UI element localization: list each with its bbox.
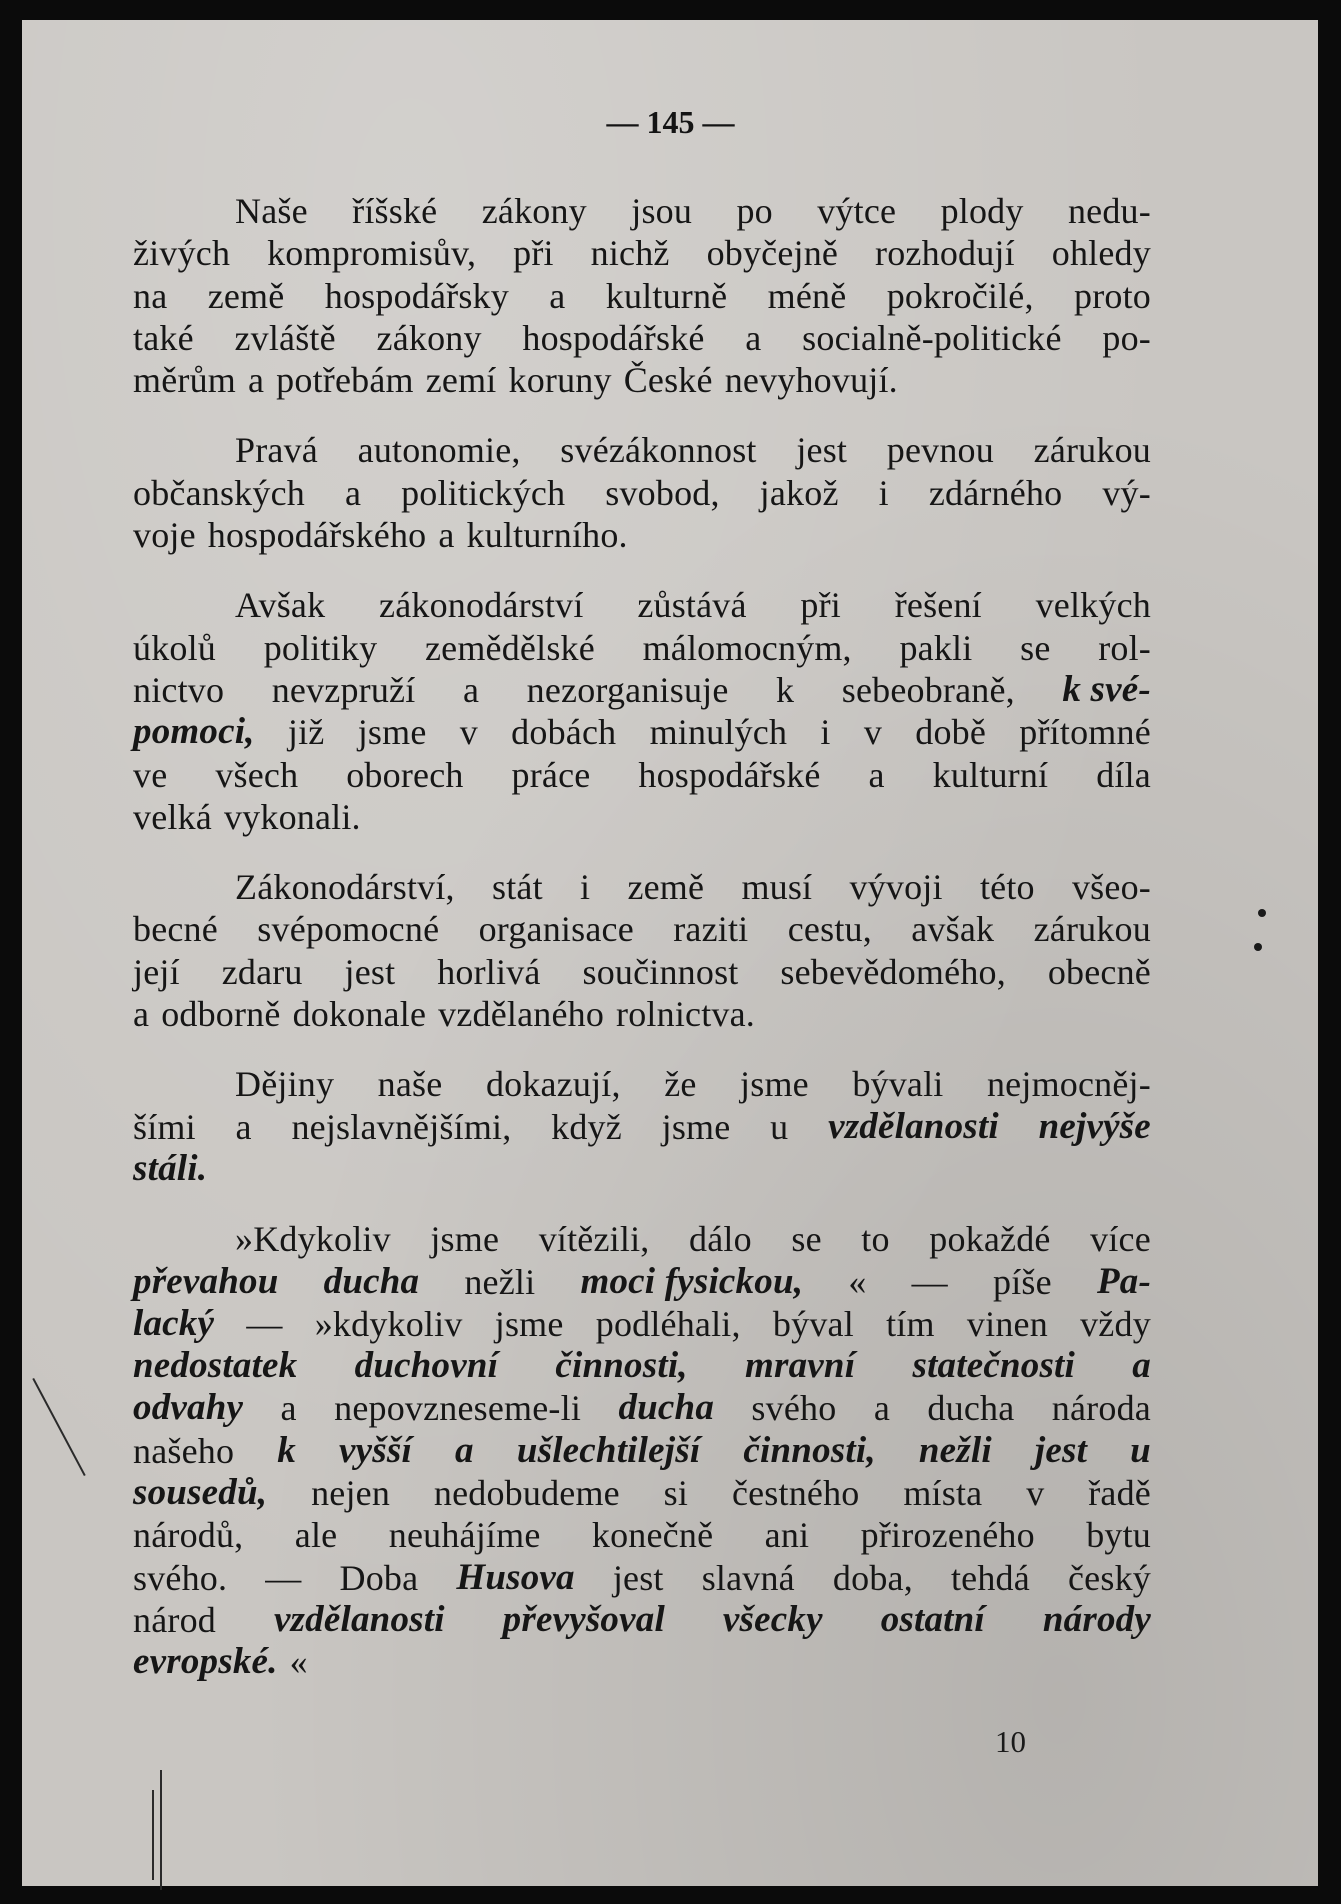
word: díla bbox=[1096, 754, 1151, 795]
word: ohledy bbox=[1051, 233, 1151, 274]
emphasized-word: duchovní bbox=[354, 1345, 499, 1387]
word: bývali bbox=[852, 1064, 944, 1105]
word: více bbox=[1090, 1219, 1151, 1260]
word: jest bbox=[344, 951, 396, 992]
text-line bbox=[133, 359, 1151, 401]
word: obyčejně bbox=[706, 233, 839, 274]
word: velkých bbox=[1035, 585, 1151, 626]
word: vývoji bbox=[849, 867, 943, 908]
word: našeho bbox=[133, 1430, 235, 1471]
word: Avšak bbox=[235, 585, 326, 626]
word: plody bbox=[940, 191, 1024, 231]
word: to bbox=[861, 1219, 890, 1260]
word: organisace bbox=[478, 909, 634, 950]
paragraph-gap bbox=[133, 838, 1151, 866]
text-line bbox=[133, 275, 1151, 317]
word: zárukou bbox=[1033, 430, 1151, 471]
emphasized-word: ducha bbox=[618, 1387, 715, 1429]
emphasized-word: převyšoval bbox=[502, 1598, 665, 1640]
word: hospodářské bbox=[522, 317, 705, 358]
word: svobod, bbox=[605, 472, 720, 513]
emphasized-word: vyšší bbox=[339, 1429, 412, 1471]
word: podléhali, bbox=[595, 1303, 741, 1344]
word: autonomie, bbox=[357, 430, 521, 471]
word: rozhodují bbox=[875, 233, 1015, 274]
word: ve bbox=[133, 754, 168, 795]
word: a bbox=[462, 669, 480, 710]
word: jsme bbox=[740, 1064, 809, 1105]
word: zdaru bbox=[221, 951, 303, 992]
word: v bbox=[459, 712, 478, 753]
paper-scratch bbox=[152, 1790, 154, 1880]
text-line bbox=[133, 584, 1151, 626]
word: vždy bbox=[1080, 1303, 1151, 1344]
body-text bbox=[133, 190, 1151, 1684]
text-line bbox=[133, 669, 1151, 711]
word: hospodářsky bbox=[324, 275, 509, 316]
word: politických bbox=[401, 472, 566, 513]
word: ani bbox=[764, 1515, 810, 1556]
word: říšské bbox=[352, 191, 438, 231]
word: zdárného bbox=[928, 472, 1063, 513]
word: zemědělské bbox=[425, 627, 595, 668]
paragraph-gap bbox=[133, 401, 1151, 429]
word: nevyhovují. bbox=[724, 360, 898, 401]
emphasized-word: jest bbox=[1034, 1429, 1088, 1471]
word: práce bbox=[511, 754, 591, 795]
text-line bbox=[133, 1557, 1151, 1599]
text-line bbox=[133, 232, 1151, 274]
word: tehdá bbox=[950, 1557, 1030, 1598]
word: pokaždé bbox=[929, 1219, 1051, 1260]
word: bytu bbox=[1086, 1515, 1151, 1556]
word: zůstává bbox=[637, 585, 747, 626]
word: že bbox=[664, 1064, 697, 1105]
word: již bbox=[287, 712, 325, 753]
emphasized-word: lacký bbox=[133, 1302, 215, 1344]
word: kompromisův, bbox=[267, 233, 477, 274]
word: jest bbox=[612, 1557, 664, 1598]
word: jsme bbox=[357, 712, 427, 753]
word: po bbox=[736, 191, 773, 231]
paragraph bbox=[133, 190, 1151, 401]
text-line bbox=[133, 1472, 1151, 1514]
word: zárukou bbox=[1033, 909, 1151, 950]
word: a bbox=[549, 275, 566, 316]
text-line bbox=[133, 1218, 1151, 1260]
word: zvláště bbox=[234, 317, 336, 358]
text-line bbox=[133, 472, 1151, 514]
word: becné bbox=[133, 909, 218, 950]
word: « bbox=[848, 1261, 867, 1302]
word: hospodářské bbox=[638, 754, 821, 795]
word: nežli bbox=[464, 1261, 536, 1302]
word: svézákonnost bbox=[560, 430, 757, 471]
word: i bbox=[820, 712, 831, 753]
page-number: — 145 — bbox=[606, 104, 735, 140]
word: svého bbox=[751, 1388, 837, 1429]
emphasized-word: a bbox=[1132, 1345, 1151, 1387]
word: český bbox=[1068, 1557, 1151, 1598]
word: místa bbox=[903, 1473, 983, 1514]
word: když bbox=[551, 1106, 622, 1147]
word: kulturního. bbox=[466, 515, 628, 556]
text-line bbox=[133, 1599, 1151, 1641]
word: málomocným, bbox=[642, 627, 852, 668]
text-line bbox=[133, 1303, 1151, 1345]
word: tím bbox=[886, 1303, 935, 1344]
word: — bbox=[911, 1261, 948, 1302]
word: musí bbox=[741, 867, 813, 908]
word: a bbox=[247, 360, 265, 401]
word: dokonale bbox=[292, 994, 427, 1035]
text-line bbox=[133, 908, 1151, 950]
text-line bbox=[133, 317, 1151, 359]
word: si bbox=[663, 1473, 689, 1514]
word: době bbox=[915, 712, 987, 753]
emphasized-word: nedostatek bbox=[133, 1345, 298, 1387]
word: « bbox=[289, 1642, 308, 1683]
word: kulturně bbox=[605, 275, 728, 316]
paragraph bbox=[133, 584, 1151, 838]
paragraph-gap bbox=[133, 1190, 1151, 1218]
word: slavná bbox=[701, 1557, 795, 1598]
emphasized-word: a bbox=[455, 1429, 474, 1471]
paragraph-gap bbox=[133, 556, 1151, 584]
word: jsme bbox=[430, 1219, 500, 1260]
word: i bbox=[580, 867, 591, 908]
text-line bbox=[133, 993, 1151, 1035]
emphasized-word: Pa- bbox=[1096, 1260, 1151, 1302]
word: a bbox=[280, 1388, 297, 1429]
word: svépomocné bbox=[257, 909, 440, 950]
emphasized-word: ušlechtilejší bbox=[516, 1429, 701, 1471]
paragraph bbox=[133, 1218, 1151, 1683]
word: voje bbox=[133, 515, 196, 556]
word: sebeobraně, bbox=[841, 669, 1015, 710]
emphasized-word: nežli bbox=[918, 1429, 992, 1471]
word: šími bbox=[133, 1106, 196, 1147]
word: přítomné bbox=[1019, 712, 1151, 753]
emphasized-word: evropské. bbox=[133, 1641, 278, 1683]
ink-speck bbox=[1254, 943, 1262, 951]
word: neuhájíme bbox=[388, 1515, 541, 1556]
word: k bbox=[776, 669, 795, 710]
word: nejmocněj- bbox=[986, 1064, 1151, 1105]
word: Zákonodárství, bbox=[235, 867, 455, 908]
word: její bbox=[133, 951, 180, 992]
word: země bbox=[207, 275, 285, 316]
paragraph bbox=[133, 866, 1151, 1035]
emphasized-word: stáli. bbox=[133, 1147, 208, 1189]
emphasized-word: k bbox=[277, 1429, 296, 1471]
word: zákonodárství bbox=[379, 585, 584, 626]
emphasized-word: nejvýše bbox=[1038, 1105, 1151, 1147]
word: vý- bbox=[1102, 472, 1151, 513]
signature-mark: 10 bbox=[995, 1724, 1026, 1759]
paragraph-gap bbox=[133, 1035, 1151, 1063]
word: obecně bbox=[1047, 951, 1151, 992]
word: vzdělaného bbox=[438, 994, 605, 1035]
word: řadě bbox=[1088, 1473, 1151, 1514]
word: socialně-politické bbox=[802, 317, 1062, 358]
emphasized-word: převahou bbox=[133, 1260, 279, 1302]
word: při bbox=[513, 233, 554, 274]
word: v bbox=[1026, 1473, 1045, 1514]
ink-speck bbox=[1258, 909, 1266, 917]
word: »kdykoliv bbox=[314, 1303, 463, 1344]
word: a bbox=[873, 1388, 891, 1429]
word: — bbox=[265, 1557, 302, 1598]
emphasized-word: moci fysickou, bbox=[580, 1260, 804, 1302]
word: Pravá bbox=[235, 430, 318, 471]
emphasized-word: Husova bbox=[456, 1556, 575, 1598]
word: vykonali. bbox=[223, 796, 361, 837]
word: nevzpruží bbox=[271, 669, 416, 710]
word: potřebám bbox=[276, 360, 414, 401]
word: nezorganisuje bbox=[526, 669, 729, 710]
paper-scratch bbox=[160, 1770, 162, 1890]
word: také bbox=[133, 317, 194, 358]
word: »Kdykoliv bbox=[235, 1219, 391, 1260]
word: nichž bbox=[590, 233, 670, 274]
word: řešení bbox=[894, 585, 982, 626]
emphasized-word: vzdělanosti bbox=[273, 1598, 445, 1640]
text-line bbox=[133, 1387, 1151, 1429]
word: nedu- bbox=[1067, 191, 1151, 231]
emphasized-word: statečnosti bbox=[912, 1345, 1076, 1387]
word: proto bbox=[1074, 275, 1151, 316]
word: jakož bbox=[759, 472, 839, 513]
word: výtce bbox=[817, 191, 897, 231]
word: jsme bbox=[494, 1303, 564, 1344]
word: národů, bbox=[133, 1515, 244, 1556]
text-line bbox=[133, 951, 1151, 993]
emphasized-word: ostatní bbox=[880, 1598, 985, 1640]
text-line bbox=[133, 627, 1151, 669]
word: píše bbox=[993, 1261, 1052, 1302]
text-line bbox=[133, 1063, 1151, 1105]
word: nedobudeme bbox=[433, 1473, 620, 1514]
emphasized-word: vzdělanosti bbox=[828, 1105, 999, 1147]
word: raziti bbox=[673, 909, 749, 950]
text-line bbox=[133, 1641, 1151, 1683]
word: dálo bbox=[689, 1219, 752, 1260]
word: všech bbox=[215, 754, 299, 795]
word: svého. bbox=[133, 1557, 228, 1598]
text-line bbox=[133, 514, 1151, 556]
word: živých bbox=[133, 233, 231, 274]
text-line bbox=[133, 429, 1151, 471]
emphasized-word: národy bbox=[1042, 1598, 1151, 1640]
word: dobách bbox=[511, 712, 617, 753]
word: cestu, bbox=[787, 909, 872, 950]
word: a bbox=[745, 317, 762, 358]
word: Dějiny bbox=[235, 1064, 335, 1105]
word: čestného bbox=[731, 1473, 860, 1514]
word: úkolů bbox=[133, 627, 217, 668]
text-line bbox=[133, 1430, 1151, 1472]
word: naše bbox=[377, 1064, 443, 1105]
paragraph bbox=[133, 1063, 1151, 1190]
word: nepovzneseme-li bbox=[334, 1388, 582, 1429]
word: se bbox=[1020, 627, 1051, 668]
word: dokazují, bbox=[485, 1064, 621, 1105]
emphasized-word: činnosti, bbox=[555, 1345, 688, 1387]
word: ale bbox=[294, 1515, 338, 1556]
word: kulturní bbox=[932, 754, 1049, 795]
word: občanských bbox=[133, 472, 305, 513]
word: zákony bbox=[481, 191, 587, 231]
text-line bbox=[133, 1261, 1151, 1303]
emphasized-word: mravní bbox=[745, 1345, 856, 1387]
text-line bbox=[133, 190, 1151, 232]
word: velká bbox=[133, 796, 212, 837]
word: méně bbox=[767, 275, 847, 316]
word: a bbox=[868, 754, 885, 795]
word: vinen bbox=[966, 1303, 1048, 1344]
word: České bbox=[623, 360, 713, 401]
word: součinnost bbox=[582, 951, 739, 992]
word: jsme bbox=[661, 1106, 731, 1147]
word: pakli bbox=[899, 627, 973, 668]
word: hospodářského bbox=[207, 515, 427, 556]
word: na bbox=[133, 275, 168, 316]
word: konečně bbox=[591, 1515, 714, 1556]
word: ducha bbox=[927, 1388, 1015, 1429]
word: národa bbox=[1051, 1388, 1151, 1429]
emphasized-word: sousedů, bbox=[133, 1472, 268, 1514]
emphasized-word: činnosti, bbox=[743, 1429, 876, 1471]
word: sebevědomého, bbox=[780, 951, 1006, 992]
word: oborech bbox=[346, 754, 464, 795]
text-line bbox=[133, 1106, 1151, 1148]
word: odborně bbox=[161, 994, 281, 1035]
word: přirozeného bbox=[860, 1515, 1035, 1556]
word: koruny bbox=[508, 360, 612, 401]
word: vítězili, bbox=[538, 1219, 650, 1260]
word: země bbox=[627, 867, 705, 908]
word: jsou bbox=[631, 191, 693, 231]
word: národ bbox=[133, 1599, 216, 1640]
word: nictvo bbox=[133, 669, 225, 710]
word: a bbox=[344, 472, 362, 513]
emphasized-word: ducha bbox=[323, 1260, 420, 1302]
emphasized-word: všecky bbox=[722, 1598, 823, 1640]
word: rolnictva. bbox=[616, 994, 755, 1035]
word: a bbox=[133, 994, 150, 1035]
emphasized-word: odvahy bbox=[133, 1387, 244, 1429]
word: pokročilé, bbox=[886, 275, 1034, 316]
word: horlivá bbox=[437, 951, 541, 992]
word: zákony bbox=[376, 317, 482, 358]
word: a bbox=[438, 515, 455, 556]
emphasized-word: u bbox=[1130, 1429, 1151, 1471]
word: Doba bbox=[339, 1557, 419, 1598]
text-line bbox=[133, 754, 1151, 796]
word: této bbox=[979, 867, 1035, 908]
word: se bbox=[791, 1219, 822, 1260]
paragraph bbox=[133, 429, 1151, 556]
text-line bbox=[133, 711, 1151, 753]
word: i bbox=[878, 472, 889, 513]
word: nejen bbox=[311, 1473, 391, 1514]
word: po- bbox=[1102, 317, 1151, 358]
word: pevnou bbox=[886, 430, 994, 471]
word: minulých bbox=[649, 712, 788, 753]
text-line bbox=[133, 1148, 1151, 1190]
word: při bbox=[800, 585, 841, 626]
word: Naše bbox=[235, 191, 308, 231]
word: politiky bbox=[263, 627, 378, 668]
word: — bbox=[246, 1303, 283, 1344]
text-line bbox=[133, 796, 1151, 838]
word: jest bbox=[796, 430, 848, 471]
word: zemí bbox=[425, 360, 497, 401]
emphasized-word: pomoci, bbox=[133, 711, 255, 753]
word: v bbox=[863, 712, 883, 753]
word: a bbox=[235, 1106, 252, 1147]
word: u bbox=[770, 1106, 789, 1147]
text-line bbox=[133, 1514, 1151, 1556]
word: rol- bbox=[1098, 627, 1151, 668]
word: nejslavnějšími, bbox=[291, 1106, 512, 1147]
word: měrům bbox=[133, 360, 236, 401]
text-line bbox=[133, 866, 1151, 908]
word: všeo- bbox=[1071, 867, 1151, 908]
word: doba, bbox=[832, 1557, 913, 1598]
word: býval bbox=[772, 1303, 854, 1344]
word: stát bbox=[491, 867, 543, 908]
text-line bbox=[133, 1345, 1151, 1387]
word: avšak bbox=[911, 909, 995, 950]
emphasized-word: k své- bbox=[1062, 668, 1151, 710]
